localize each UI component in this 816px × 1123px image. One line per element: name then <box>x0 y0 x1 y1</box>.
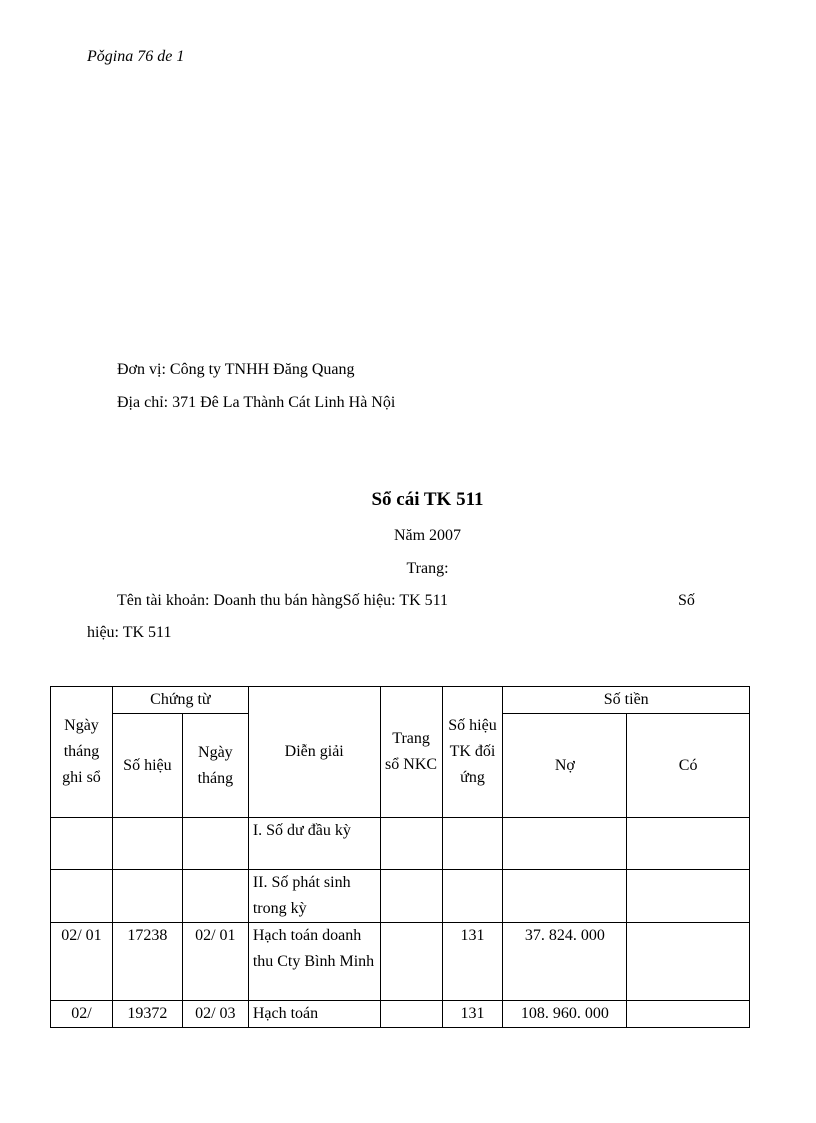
cell-trang <box>380 923 442 1001</box>
cell-co <box>627 923 750 1001</box>
cell-ngay: 02/ <box>51 1001 113 1028</box>
cell-no <box>503 818 627 870</box>
cell-tk: 131 <box>442 923 503 1001</box>
cell-tk: 131 <box>442 1001 503 1028</box>
cell-tk <box>442 818 503 870</box>
cell-so-hieu <box>112 818 182 870</box>
header-so-tien: Số tiền <box>503 687 750 714</box>
cell-so-hieu: 19372 <box>112 1001 182 1028</box>
cell-tk <box>442 870 503 923</box>
cell-so-hieu <box>112 870 182 923</box>
header-no: Nợ <box>503 714 627 818</box>
header-dien-giai: Diễn giải <box>248 687 380 818</box>
account-so-label: Số <box>678 592 695 609</box>
cell-dien-giai: Hạch toán doanh thu Cty Bình Minh <box>248 923 380 1001</box>
cell-trang <box>380 818 442 870</box>
account-name-line: Tên tài khoản: Doanh thu bán hàngSố hiệu: TK 511 <box>117 592 449 609</box>
ledger-table <box>50 686 750 1028</box>
ledger-year: Năm 2007 <box>393 527 462 544</box>
company-address: Địa chỉ: 371 Đê La Thành Cát Linh Hà Nội <box>117 394 396 411</box>
header-chung-tu: Chứng từ <box>112 687 248 714</box>
cell-trang <box>380 1001 442 1028</box>
account-hieu-line: hiệu: TK 511 <box>87 624 172 641</box>
header-ngay-thang: Ngày tháng <box>182 714 248 818</box>
table-row <box>51 923 750 1001</box>
cell-so-hieu: 17238 <box>112 923 182 1001</box>
cell-ngay-ct <box>182 870 248 923</box>
ledger-page: Trang: <box>406 560 449 577</box>
header-co: Có <box>627 714 750 818</box>
cell-dien-giai: I. Số dư đầu kỳ <box>248 818 380 870</box>
cell-co <box>627 870 750 923</box>
cell-co <box>627 1001 750 1028</box>
table-row <box>51 870 750 923</box>
header-trang-so: Trang sổ NKC <box>380 687 442 818</box>
cell-trang <box>380 870 442 923</box>
cell-ngay-ct: 02/ 03 <box>182 1001 248 1028</box>
table-row <box>51 1001 750 1028</box>
cell-no <box>503 870 627 923</box>
header-so-hieu-tk: Số hiệu TK đối ứng <box>442 687 503 818</box>
cell-dien-giai: II. Số phát sinh trong kỳ <box>248 870 380 923</box>
cell-ngay-ct: 02/ 01 <box>182 923 248 1001</box>
cell-ngay <box>51 870 113 923</box>
table-row <box>51 818 750 870</box>
company-unit: Đơn vị: Công ty TNHH Đăng Quang <box>117 361 355 378</box>
cell-dien-giai: Hạch toán <box>248 1001 380 1028</box>
cell-ngay-ct <box>182 818 248 870</box>
cell-ngay: 02/ 01 <box>51 923 113 1001</box>
ledger-title: Sổ cái TK 511 <box>371 489 484 510</box>
header-ngay-ghi-so: Ngày tháng ghi sổ <box>51 687 113 818</box>
cell-no: 37. 824. 000 <box>503 923 627 1001</box>
page-number: Pǒgina 76 de 1 <box>87 48 185 65</box>
cell-no: 108. 960. 000 <box>503 1001 627 1028</box>
cell-ngay <box>51 818 113 870</box>
cell-co <box>627 818 750 870</box>
header-so-hieu: Số hiệu <box>112 714 182 818</box>
